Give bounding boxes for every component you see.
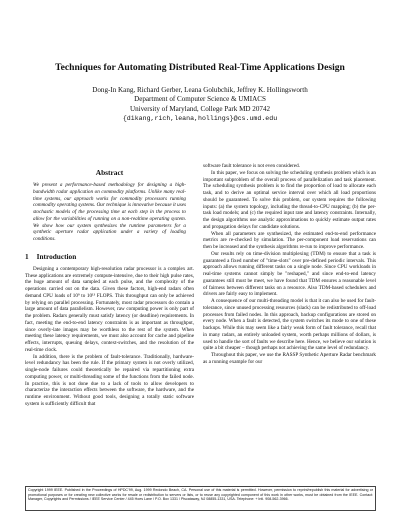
body-paragraph: Throughout this paper, we use the RASSP Synthetic Aperture Radar benchmark as a running example for our — [203, 352, 376, 365]
body-paragraph: In this paper, we focus on solving the scheduling synthesis problem which is an important subproblem of the overall process of parallelization and task placement. The scheduling synthesis problem is to find the proportion of load to allocate each task, and to derive an optimal service interval over which all load proportions should be guaranteed. To solve this problem, our system requires the following inputs: (a) the system topology, including the thread-to-CPU mapping; (b) the per-task load models; and (c) the required input rate and latency constraints. Internally, the design algorithms use analytic approximations to quickly estimate output rates and propagation delays for candidate solutions. — [203, 169, 376, 230]
author-names: Dong-In Kang, Richard Gerber, Leana Golubchik, Jeffrey K. Hollingsworth — [92, 86, 308, 94]
abstract-text: We present a performance-based methodology for designing a high-bandwidth radar application on commodity platforms. Unlike many real-time systems, our approach works for commodity processors running commodity operating systems. Our technique is innovative because it uses stochastic models of the processing time at each step in the process to allow for the variabilities of running on a non-realtime operating system. We show how our system synthesizes the runtime parameters for a synthetic aperture radar application under a variety of loading conditions. — [33, 182, 186, 242]
paper-title: Techniques for Automating Distributed Real-Time Applications Design — [55, 62, 345, 73]
abstract-heading: Abstract — [95, 168, 124, 177]
author-department: Department of Computer Science & UMIACS — [134, 95, 266, 104]
body-paragraph: A consequence of our multi-threading model is that it can also be used for fault-tolerance, since unused processing resources (slack) can be redistributed to off-load processes from failed nodes. In this approach, backup configurations are stored on every node. When a fault is detected, the system switches its mode to one of these backups. While this may seem like a fairly weak form of fault tolerance, recall that in many radars, an entirely unloaded system, worth perhaps millions of dollars, is used to handle the sort of faults we describe here. Hence, we believe our solution is quite a bit cheaper – though perhaps not achieving the same level of redundancy. — [203, 298, 376, 352]
right-column — [203, 163, 376, 366]
author-emails: {dikang,rich,leana,hollings}@cs.umd.edu — [122, 114, 278, 122]
section-number: 1 — [25, 251, 29, 261]
author-block — [20, 86, 380, 123]
body-paragraph: In addition, there is the problem of fault-tolerance. Traditionally, hardware-level redundancy has been the rule. If the primary system is not overly utilized, single-node failures could theoretically be repaired via repartitioning extra computing power, or multi-threading some of the functions from the failed node. In practice, this is not done due to a lack of tools to allow developers to characterize the interaction effects between the software, the hardware, and the runtime environment. Without good tools, designing a totally static software system is sufficiently difficult that — [25, 353, 194, 407]
section-heading — [25, 252, 194, 261]
body-paragraph: Designing a contemporary high-resolution radar processor is a complex art. These applications are extremely compute-intensive, due to their high pulse rates, the huge amount of data sampled at each pulse, and the complexity of the operations carried out on the data. Given these factors, high-end radars often demand CPU loads of 10⁹ to 10¹³ FLOPS. This throughput can only be achieved by relying on parallel processing. Fortunately, most radar processors do contain a large amount of data parallelism. However, raw computing power is only part of the problem. Radars generally must satisfy latency (or deadline) requirements. In fact, meeting the end-to-end latency constraints is as important as throughput, since overly-late images may be worthless to the rest of the system. When meeting these latency requirements, we must also account for cache and pipeline effects, interrupts, queuing delays, context-switches, and the resolution of the real-time clock. — [25, 265, 194, 353]
body-paragraph: Our results rely on time-division multiplexing (TDM) to ensure that a task is guaranteed a fixed number of "time-slots" over pre-defined periodic intervals. This approach allows running different tasks on a single node. Since CPU workloads in real-time systems cannot simply be "reshaped," and since end-to-end latency guarantees still must be meet, we have found that TDM ensures a reasonable level of fairness between different tasks on a resource. Also TDM-based schedulers and drivers are fairly easy to implement. — [203, 250, 376, 298]
body-paragraph: When all parameters are synthesized, the estimated end-to-end performance metrics are re-checked by simulation. The per-component load reservations can then be increased and the synthesis algorithms re-run to improve performance. — [203, 230, 376, 250]
section-title: Introduction — [36, 251, 77, 261]
copyright-footer: Copyright 1999 IEEE. Published in the Proceedings of HPDC'99, Aug. 1999 Redondo Beach, CA. Personal use of this material is permitted. However, permission to reprint/republish this material for advertising or promotional purposes or for creating new collective works for resale or redistribution to servers or lists, or to reuse any copyrighted component of this work in other works, must be obtained from the IEEE. Contact: Manager, Copyrights and Permissions / IEEE Service Center / 445 Hoes Lane / P.O. Box 1331 / Piscataway, NJ 08855-1331, USA. Telephone: + Intl. 908-562-3966. — [25, 486, 376, 511]
author-university: University of Maryland, College Park MD 20742 — [129, 104, 271, 113]
left-column — [25, 168, 194, 408]
body-paragraph: software fault tolerance is not even considered. — [203, 163, 300, 169]
